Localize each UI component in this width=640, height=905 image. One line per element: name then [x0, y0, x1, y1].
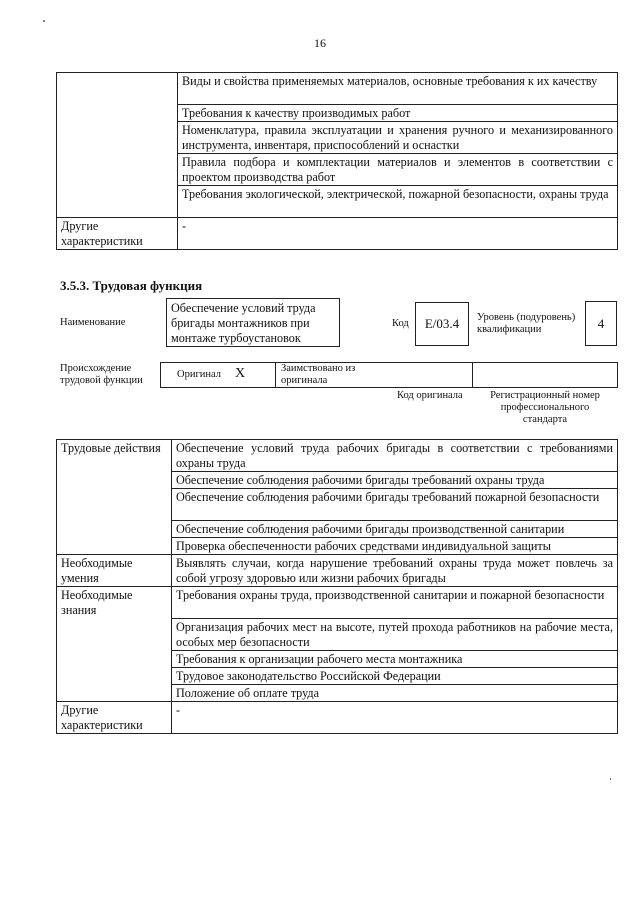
- table-cell: Обеспечение соблюдения рабочими бригады требований пожарной безопасности: [172, 489, 618, 521]
- table-cell: Номенклатура, правила эксплуатации и хранения ручного и механизированного инструмента, инвентаря, приспособлений и оснастки: [178, 122, 618, 154]
- page-number: 16: [314, 36, 326, 50]
- other-characteristics-label: Другие характеристики: [57, 702, 172, 734]
- actions-label: Трудовые действия: [57, 440, 172, 555]
- reg-number-caption: Регистрационный номер профессионального стандарта: [490, 390, 600, 425]
- scan-speck: [610, 778, 611, 780]
- origin-label: Происхождение трудовой функции: [60, 363, 143, 386]
- table-row: [57, 702, 618, 734]
- table-cell: Обеспечение соблюдения рабочими бригады требований охраны труда: [172, 472, 618, 489]
- code-value-box: E/03.4: [415, 302, 469, 346]
- section-heading: 3.5.3. Трудовая функция: [60, 278, 203, 293]
- labor-function-table: [56, 439, 618, 734]
- table-cell: Обеспечение соблюдения рабочими бригады производственной санитарии: [172, 521, 618, 538]
- function-name-box: Обеспечение условий труда бригады монтажников при монтаже турбоустановок: [166, 298, 340, 347]
- table-cell: Требования охраны труда, производственной санитарии и пожарной безопасности: [172, 587, 618, 619]
- table-row: [57, 440, 618, 472]
- table-row: [57, 555, 618, 587]
- table-cell: Проверка обеспеченности рабочих средствами индивидуальной защиты: [172, 538, 618, 555]
- table-cell: Требования к организации рабочего места монтажника: [172, 651, 618, 668]
- table-cell: Обеспечение условий труда рабочих бригады в соответствии с требованиями охраны труда: [172, 440, 618, 472]
- level-value-box: 4: [585, 301, 617, 346]
- table-cell: Требования к качеству производимых работ: [178, 105, 618, 122]
- table-row: [57, 587, 618, 619]
- table-cell: Виды и свойства применяемых материалов, основные требования к их качеству: [178, 73, 618, 105]
- table-row: [57, 73, 618, 105]
- knowledge-label: Необходимые знания: [57, 587, 172, 702]
- origin-divider: [472, 363, 473, 387]
- code-original-caption: Код оригинала: [397, 390, 463, 401]
- name-label: Наименование: [60, 317, 126, 328]
- top-continuation-table: [56, 72, 618, 250]
- other-characteristics-value: -: [178, 218, 618, 250]
- table-cell: Правила подбора и комплектации материалов и элементов в соответствии с проектом производства работ: [178, 154, 618, 186]
- other-characteristics-label: Другие характеристики: [57, 218, 178, 250]
- code-label: Код: [392, 318, 409, 329]
- table-cell: Выявлять случаи, когда нарушение требований охраны труда может повлечь за собой угрозу здоровью или жизни рабочих бригады: [172, 555, 618, 587]
- borrowed-label: Заимствовано из оригинала: [281, 363, 356, 386]
- other-characteristics-value: -: [172, 702, 618, 734]
- original-label: Оригинал: [177, 369, 221, 380]
- table-cell: Организация рабочих мест на высоте, путей прохода работников на рабочие места, особых мер безопасности: [172, 619, 618, 651]
- origin-divider: [275, 363, 276, 387]
- table-cell: Трудовое законодательство Российской Федерации: [172, 668, 618, 685]
- table-cell: Требования экологической, электрической, пожарной безопасности, охраны труда: [178, 186, 618, 218]
- original-mark: X: [235, 366, 246, 381]
- level-label: Уровень (подуровень) квалификации: [477, 312, 576, 335]
- table-row: [57, 218, 618, 250]
- scan-speck: [43, 20, 45, 22]
- table-cell: Положение об оплате труда: [172, 685, 618, 702]
- top-empty-label-cell: [57, 73, 178, 218]
- skills-label: Необходимые умения: [57, 555, 172, 587]
